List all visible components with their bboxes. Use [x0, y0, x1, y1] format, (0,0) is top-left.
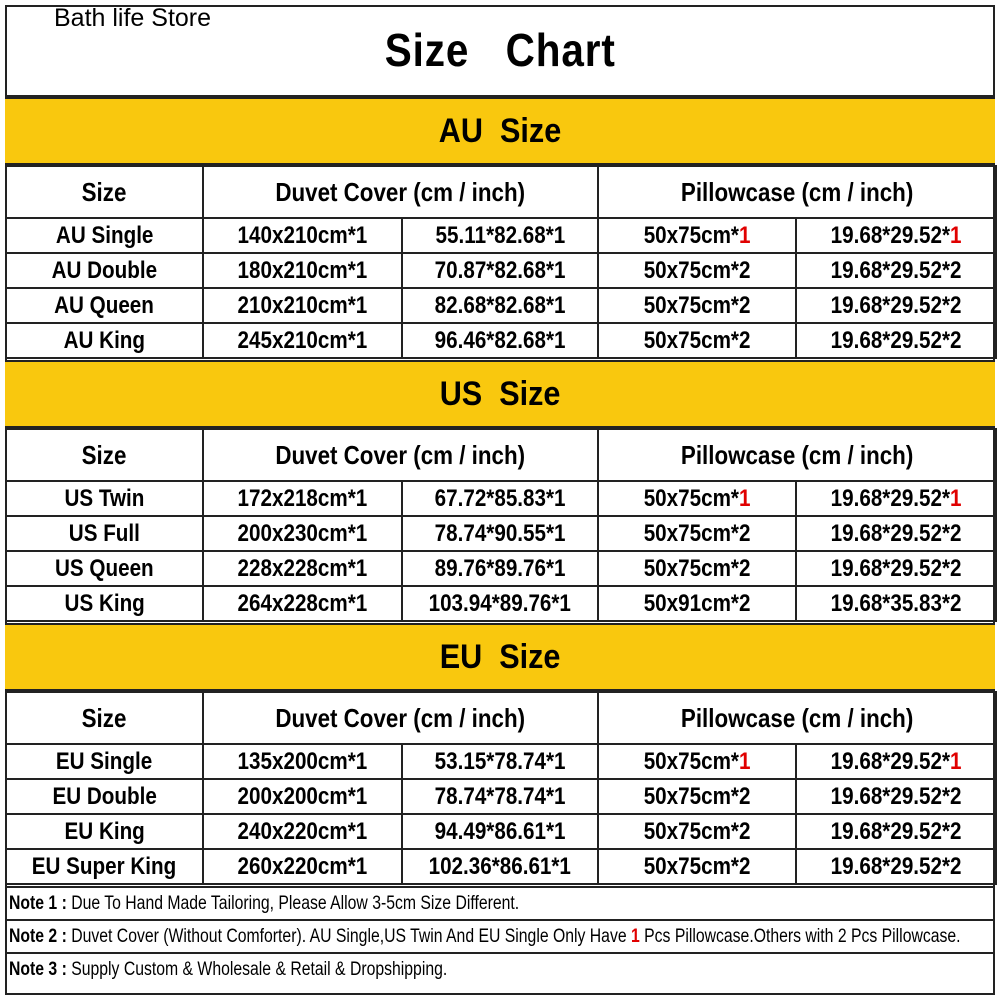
cell-duvet-in [402, 779, 598, 814]
cell-value: 50x75cm* [643, 221, 739, 249]
cell-pillow-cm [598, 586, 796, 621]
cell-value: 50x75cm* [643, 484, 739, 512]
note-3-label: Note 3 : [9, 958, 67, 980]
cell-duvet-cm [203, 253, 402, 288]
cell-duvet-in [402, 586, 598, 621]
cell-value: 50x75cm* [643, 256, 739, 284]
cell-duvet-cm [203, 814, 402, 849]
header-duvet [203, 692, 598, 744]
table-header-row [6, 166, 996, 218]
header-pillow [598, 692, 996, 744]
quantity-value: 1 [738, 747, 751, 775]
cell-value: 50x75cm* [643, 817, 739, 845]
quantity-value: 2 [949, 554, 962, 582]
note-3-text: Supply Custom & Wholesale & Retail & Dropshipping. [66, 958, 448, 980]
table-row [6, 779, 996, 814]
quantity-value: 2 [949, 782, 962, 810]
cell-value: 19.68*29.52* [830, 256, 950, 284]
cell-value: EU Double [52, 782, 157, 810]
cell-size [6, 481, 203, 516]
header-duvet-label: Duvet Cover (cm / inch) [275, 176, 526, 207]
cell-pillow-cm [598, 481, 796, 516]
note-2-text-after: Pcs Pillowcase.Others with 2 Pcs Pillowcase. [639, 925, 961, 947]
section-band [5, 360, 995, 428]
note-1-label: Note 1 : [9, 892, 67, 914]
cell-pillow-cm [598, 218, 796, 253]
note-2-label: Note 2 : [9, 925, 67, 947]
table-row [6, 586, 996, 621]
cell-pillow-cm [598, 253, 796, 288]
cell-value: EU King [64, 817, 145, 845]
cell-value: EU Single [56, 747, 153, 775]
header-pillow-label: Pillowcase (cm / inch) [680, 702, 914, 733]
section-title: AU Size [438, 111, 562, 150]
note-1-text: Due To Hand Made Tailoring, Please Allow 3-5cm Size Different. [66, 892, 520, 914]
cell-value: 240x220cm*1 [237, 817, 368, 845]
cell-value: 78.74*78.74*1 [434, 782, 566, 810]
cell-pillow-in [796, 551, 996, 586]
cell-value: 19.68*29.52* [830, 852, 950, 880]
size-section [5, 97, 995, 359]
section-band [5, 623, 995, 691]
cell-pillow-in [796, 586, 996, 621]
store-name: Bath life Store [54, 4, 212, 32]
cell-value: 210x210cm*1 [237, 291, 368, 319]
size-section [5, 360, 995, 622]
section-title: US Size [439, 374, 561, 413]
table-header-row [6, 429, 996, 481]
cell-value: US Queen [55, 554, 154, 582]
cell-duvet-in [402, 814, 598, 849]
quantity-value: 2 [949, 817, 962, 845]
cell-value: 50x75cm* [643, 782, 739, 810]
cell-value: 70.87*82.68*1 [434, 256, 566, 284]
cell-value: 50x75cm* [643, 747, 739, 775]
table-header-row [6, 692, 996, 744]
table-row [6, 288, 996, 323]
cell-duvet-cm [203, 586, 402, 621]
cell-value: 89.76*89.76*1 [434, 554, 566, 582]
cell-pillow-cm [598, 814, 796, 849]
cell-pillow-in [796, 481, 996, 516]
cell-duvet-cm [203, 551, 402, 586]
quantity-value: 1 [738, 221, 751, 249]
cell-pillow-in [796, 323, 996, 358]
cell-value: 53.15*78.74*1 [434, 747, 566, 775]
page-title: Size Chart [384, 24, 616, 76]
cell-value: AU Single [55, 221, 154, 249]
quantity-value: 2 [949, 256, 962, 284]
note-2 [5, 919, 995, 952]
cell-value: US Full [68, 519, 141, 547]
header-duvet [203, 166, 598, 218]
cell-value: 200x230cm*1 [237, 519, 368, 547]
cell-value: 19.68*29.52* [830, 554, 950, 582]
cell-duvet-in [402, 288, 598, 323]
table-row [6, 481, 996, 516]
cell-value: 19.68*35.83* [830, 589, 950, 617]
cell-pillow-in [796, 814, 996, 849]
cell-duvet-in [402, 218, 598, 253]
cell-value: 245x210cm*1 [237, 326, 368, 354]
cell-value: 19.68*29.52* [830, 291, 950, 319]
quantity-value: 2 [738, 817, 751, 845]
cell-size [6, 551, 203, 586]
cell-duvet-in [402, 253, 598, 288]
header-size [6, 429, 203, 481]
cell-size [6, 253, 203, 288]
section-band [5, 97, 995, 165]
cell-size [6, 744, 203, 779]
header-pillow [598, 166, 996, 218]
size-table [5, 691, 997, 885]
cell-value: 264x228cm*1 [237, 589, 368, 617]
cell-value: 19.68*29.52* [830, 221, 950, 249]
note-3 [5, 952, 995, 985]
cell-duvet-in [402, 516, 598, 551]
cell-duvet-in [402, 481, 598, 516]
cell-duvet-cm [203, 779, 402, 814]
header-size [6, 692, 203, 744]
table-row [6, 323, 996, 358]
size-table [5, 428, 997, 622]
cell-size [6, 516, 203, 551]
header-duvet-label: Duvet Cover (cm / inch) [275, 439, 526, 470]
quantity-value: 1 [949, 221, 962, 249]
cell-size [6, 779, 203, 814]
header-pillow-label: Pillowcase (cm / inch) [680, 176, 914, 207]
quantity-value: 2 [738, 291, 751, 319]
cell-value: 78.74*90.55*1 [434, 519, 566, 547]
quantity-value: 2 [949, 589, 962, 617]
header-duvet [203, 429, 598, 481]
cell-duvet-in [402, 551, 598, 586]
table-row [6, 744, 996, 779]
notes-block [5, 886, 995, 985]
header-size-label: Size [82, 439, 127, 470]
cell-value: AU Queen [54, 291, 155, 319]
cell-duvet-in [402, 849, 598, 884]
cell-pillow-cm [598, 516, 796, 551]
table-row [6, 814, 996, 849]
quantity-value: 2 [949, 291, 962, 319]
cell-value: 260x220cm*1 [237, 852, 368, 880]
cell-pillow-cm [598, 551, 796, 586]
cell-pillow-cm [598, 744, 796, 779]
header-duvet-label: Duvet Cover (cm / inch) [275, 702, 526, 733]
table-row [6, 253, 996, 288]
header-size-label: Size [82, 702, 127, 733]
cell-pillow-in [796, 288, 996, 323]
header-pillow-label: Pillowcase (cm / inch) [680, 439, 914, 470]
cell-duvet-cm [203, 481, 402, 516]
cell-value: 19.68*29.52* [830, 326, 950, 354]
quantity-value: 2 [738, 852, 751, 880]
quantity-value: 2 [949, 519, 962, 547]
cell-duvet-cm [203, 218, 402, 253]
cell-value: 200x200cm*1 [237, 782, 368, 810]
cell-pillow-cm [598, 779, 796, 814]
cell-value: 172x218cm*1 [237, 484, 368, 512]
cell-pillow-in [796, 253, 996, 288]
cell-pillow-in [796, 779, 996, 814]
cell-value: 19.68*29.52* [830, 747, 950, 775]
cell-value: AU King [63, 326, 146, 354]
header-size [6, 166, 203, 218]
cell-pillow-cm [598, 323, 796, 358]
cell-value: 50x75cm* [643, 291, 739, 319]
header-pillow [598, 429, 996, 481]
cell-value: 135x200cm*1 [237, 747, 368, 775]
cell-size [6, 288, 203, 323]
cell-pillow-in [796, 516, 996, 551]
size-section [5, 623, 995, 885]
cell-value: 96.46*82.68*1 [434, 326, 566, 354]
cell-value: 55.11*82.68*1 [435, 221, 565, 249]
cell-pillow-cm [598, 288, 796, 323]
header-size-label: Size [82, 176, 127, 207]
cell-size [6, 849, 203, 884]
cell-value: EU Super King [32, 852, 177, 880]
cell-value: 19.68*29.52* [830, 817, 950, 845]
table-row [6, 551, 996, 586]
quantity-value: 2 [738, 589, 751, 617]
cell-value: 180x210cm*1 [237, 256, 368, 284]
cell-value: 50x75cm* [643, 852, 739, 880]
cell-value: 67.72*85.83*1 [434, 484, 566, 512]
quantity-value: 2 [738, 256, 751, 284]
cell-size [6, 586, 203, 621]
cell-value: 94.49*86.61*1 [434, 817, 566, 845]
cell-value: 19.68*29.52* [830, 484, 950, 512]
table-row [6, 849, 996, 884]
cell-pillow-in [796, 849, 996, 884]
table-row [6, 218, 996, 253]
cell-value: 50x75cm* [643, 326, 739, 354]
cell-duvet-cm [203, 849, 402, 884]
quantity-value: 1 [738, 484, 751, 512]
cell-duvet-cm [203, 323, 402, 358]
cell-duvet-cm [203, 744, 402, 779]
cell-value: 140x210cm*1 [237, 221, 368, 249]
note-1 [5, 886, 995, 919]
quantity-value: 2 [738, 326, 751, 354]
cell-value: 82.68*82.68*1 [434, 291, 566, 319]
cell-value: 50x75cm* [643, 554, 739, 582]
cell-value: 19.68*29.52* [830, 519, 950, 547]
cell-value: 102.36*86.61*1 [428, 852, 572, 880]
quantity-value: 2 [738, 554, 751, 582]
note-2-text-before: Duvet Cover (Without Comforter). AU Single,US Twin And EU Single Only Have [66, 925, 631, 947]
size-table [5, 165, 997, 359]
section-title: EU Size [439, 637, 561, 676]
cell-value: AU Double [51, 256, 158, 284]
quantity-value: 2 [949, 326, 962, 354]
cell-size [6, 218, 203, 253]
cell-value: US King [64, 589, 145, 617]
cell-value: 50x91cm* [643, 589, 739, 617]
cell-size [6, 323, 203, 358]
cell-duvet-in [402, 323, 598, 358]
quantity-value: 2 [949, 852, 962, 880]
cell-duvet-cm [203, 288, 402, 323]
quantity-value: 2 [738, 782, 751, 810]
cell-duvet-cm [203, 516, 402, 551]
quantity-value: 1 [949, 747, 962, 775]
cell-value: 19.68*29.52* [830, 782, 950, 810]
cell-duvet-in [402, 744, 598, 779]
cell-pillow-in [796, 218, 996, 253]
quantity-value: 1 [949, 484, 962, 512]
cell-pillow-cm [598, 849, 796, 884]
cell-pillow-in [796, 744, 996, 779]
cell-value: US Twin [64, 484, 145, 512]
cell-value: 228x228cm*1 [237, 554, 368, 582]
cell-value: 103.94*89.76*1 [428, 589, 572, 617]
cell-value: 50x75cm* [643, 519, 739, 547]
note-2-highlight: 1 [630, 925, 640, 947]
quantity-value: 2 [738, 519, 751, 547]
table-row [6, 516, 996, 551]
cell-size [6, 814, 203, 849]
